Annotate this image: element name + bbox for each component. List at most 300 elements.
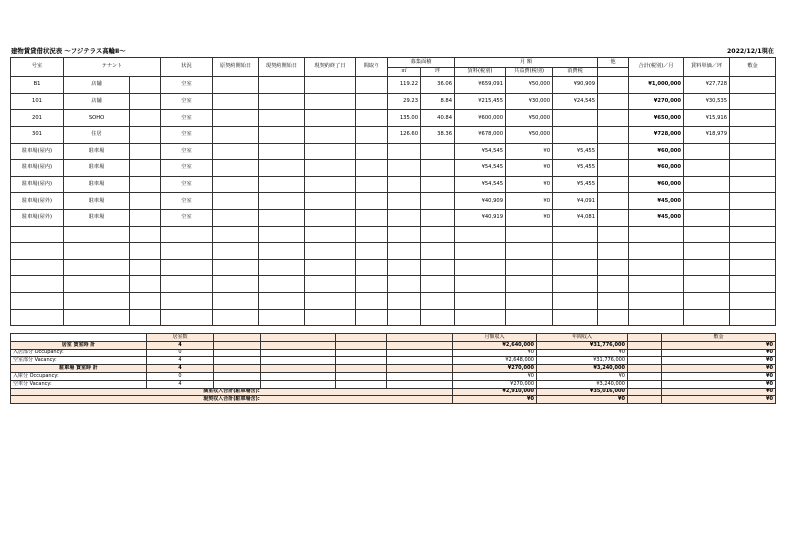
residence-total-annual: ¥31,776,000 — [537, 341, 628, 349]
cell-empty — [553, 276, 598, 293]
header-status: 状況 — [161, 58, 213, 77]
parking-total-label: 駐車場 賃室時 計 — [11, 365, 147, 373]
header-area-tsubo: 坪 — [421, 67, 455, 77]
cell-room: 駐車場(屋外) — [11, 193, 64, 210]
cell-m2: 29.23 — [388, 93, 421, 110]
cell-unit — [684, 176, 730, 193]
cell-room: 駐車場(屋内) — [11, 143, 64, 160]
cell-empty — [213, 176, 259, 193]
cell-empty — [64, 259, 130, 276]
cell-empty — [213, 193, 259, 210]
cell-status: 空室 — [161, 209, 213, 226]
empty-row — [11, 309, 776, 326]
cell-empty — [730, 77, 776, 94]
cell-status: 空室 — [161, 93, 213, 110]
cell-empty — [130, 126, 161, 143]
cell-empty — [130, 243, 161, 260]
cell-unit — [684, 160, 730, 177]
full-total-annual: ¥35,016,000 — [537, 388, 628, 396]
header-tax: 消費税 — [553, 67, 598, 77]
table-row — [11, 176, 776, 193]
cell-empty — [598, 126, 629, 143]
cell-empty — [506, 276, 553, 293]
cell-empty — [213, 292, 259, 309]
parking-total-monthly: ¥270,000 — [453, 365, 537, 373]
cell-empty — [730, 93, 776, 110]
cell-empty — [598, 309, 629, 326]
cell-empty — [506, 309, 553, 326]
cell-empty — [11, 276, 64, 293]
cell-empty — [421, 259, 455, 276]
header-rent: 賃料(税別) — [455, 67, 506, 77]
header-deposit: 敷金 — [730, 58, 776, 77]
cell-room: B1 — [11, 77, 64, 94]
cell-empty — [11, 243, 64, 260]
cell-empty — [64, 243, 130, 260]
parking-vacant-monthly: ¥270,000 — [453, 380, 537, 388]
cell-empty — [213, 143, 259, 160]
cell-common: ¥0 — [506, 160, 553, 177]
cell-empty — [259, 110, 305, 127]
cell-m2: 126.60 — [388, 126, 421, 143]
parking-total-count: 4 — [147, 365, 214, 373]
cell-tenant: 駐車場 — [64, 143, 130, 160]
cell-room: 駐車場(屋外) — [11, 209, 64, 226]
current-total-label: 現契収入合計(駐車場含): — [11, 396, 453, 404]
cell-total: ¥60,000 — [629, 160, 684, 177]
cell-tsubo — [421, 193, 455, 210]
table-row — [11, 126, 776, 143]
cell-empty — [305, 292, 356, 309]
cell-room: 101 — [11, 93, 64, 110]
cell-empty — [553, 292, 598, 309]
cell-empty — [506, 259, 553, 276]
cell-empty — [64, 292, 130, 309]
cell-empty — [130, 276, 161, 293]
cell-empty — [356, 193, 388, 210]
cell-empty — [356, 259, 388, 276]
cell-empty — [356, 160, 388, 177]
cell-empty — [684, 243, 730, 260]
cell-empty — [356, 243, 388, 260]
header-other-blank — [598, 67, 629, 77]
cell-empty — [455, 259, 506, 276]
cell-empty — [598, 176, 629, 193]
current-total-deposit: ¥0 — [662, 396, 776, 404]
cell-empty — [356, 77, 388, 94]
residence-total-deposit: ¥0 — [662, 341, 776, 349]
cell-common: ¥30,000 — [506, 93, 553, 110]
cell-unit — [684, 193, 730, 210]
cell-empty — [130, 143, 161, 160]
cell-empty — [598, 292, 629, 309]
cell-status: 空室 — [161, 193, 213, 210]
cell-empty — [356, 176, 388, 193]
cell-room: 駐車場(屋内) — [11, 160, 64, 177]
cell-empty — [455, 243, 506, 260]
cell-total: ¥60,000 — [629, 176, 684, 193]
vacant-count: 4 — [147, 357, 214, 365]
cell-empty — [130, 209, 161, 226]
cell-empty — [161, 259, 213, 276]
cell-empty — [388, 309, 421, 326]
cell-empty — [553, 309, 598, 326]
cell-empty — [305, 259, 356, 276]
cell-room: 201 — [11, 110, 64, 127]
cell-empty — [598, 209, 629, 226]
cell-empty — [213, 226, 259, 243]
cell-empty — [259, 276, 305, 293]
cell-tenant: 駐車場 — [64, 160, 130, 177]
cell-total: ¥45,000 — [629, 209, 684, 226]
parking-occupied-label: 入庫分 Occupancy: — [11, 372, 147, 380]
cell-empty — [356, 143, 388, 160]
cell-empty — [598, 77, 629, 94]
table-row — [11, 110, 776, 127]
cell-tsubo: 36.06 — [421, 77, 455, 94]
cell-total: ¥650,000 — [629, 110, 684, 127]
cell-tax: ¥5,455 — [553, 160, 598, 177]
occupied-label: 入居部分 Occupancy: — [11, 349, 147, 357]
parking-vacant-annual: ¥3,240,000 — [537, 380, 628, 388]
parking-total-deposit: ¥0 — [662, 365, 776, 373]
header-area-m2: ㎡ — [388, 67, 421, 77]
cell-empty — [506, 243, 553, 260]
cell-empty — [259, 176, 305, 193]
table-row — [11, 93, 776, 110]
cell-empty — [629, 226, 684, 243]
cell-empty — [130, 110, 161, 127]
cell-rent: ¥600,000 — [455, 110, 506, 127]
cell-empty — [259, 93, 305, 110]
occupied-count: 0 — [147, 349, 214, 357]
cell-empty — [388, 243, 421, 260]
cell-empty — [455, 276, 506, 293]
cell-empty — [213, 309, 259, 326]
summary-header-monthly: 月額収入 — [453, 334, 537, 342]
parking-vacant-label: 空車分 Vacancy: — [11, 380, 147, 388]
cell-empty — [730, 143, 776, 160]
full-total-monthly: ¥2,910,000 — [453, 388, 537, 396]
cell-empty — [684, 309, 730, 326]
cell-empty — [506, 292, 553, 309]
cell-tenant: 駐車場 — [64, 176, 130, 193]
cell-empty — [388, 276, 421, 293]
cell-empty — [259, 193, 305, 210]
cell-empty — [130, 93, 161, 110]
cell-tsubo — [421, 209, 455, 226]
cell-empty — [259, 160, 305, 177]
cell-status: 空室 — [161, 126, 213, 143]
cell-empty — [629, 276, 684, 293]
cell-empty — [305, 93, 356, 110]
cell-empty — [305, 209, 356, 226]
parking-vacant-count: 4 — [147, 380, 214, 388]
cell-empty — [259, 309, 305, 326]
cell-empty — [305, 126, 356, 143]
cell-tax: ¥24,545 — [553, 93, 598, 110]
cell-common: ¥50,000 — [506, 77, 553, 94]
vacant-label: 空室部分 Vacancy: — [11, 357, 147, 365]
header-layout: 間取り — [356, 58, 388, 77]
cell-empty — [356, 209, 388, 226]
cell-rent: ¥40,909 — [455, 193, 506, 210]
cell-empty — [64, 276, 130, 293]
cell-empty — [356, 276, 388, 293]
cell-empty — [259, 77, 305, 94]
report-date: 2022/12/1現在 — [726, 48, 774, 55]
cell-rent: ¥215,455 — [455, 93, 506, 110]
cell-empty — [356, 93, 388, 110]
cell-empty — [130, 292, 161, 309]
parking-vacant-deposit: ¥0 — [662, 380, 776, 388]
header-current-end: 現契約終了日 — [305, 58, 356, 77]
cell-tenant: 店舗 — [64, 77, 130, 94]
cell-empty — [213, 110, 259, 127]
cell-tax: ¥90,909 — [553, 77, 598, 94]
cell-total: ¥60,000 — [629, 143, 684, 160]
header-area: 募集面積 — [388, 58, 455, 68]
header-contract-start: 原契約開始日 — [213, 58, 259, 77]
cell-rent: ¥54,545 — [455, 176, 506, 193]
cell-empty — [213, 259, 259, 276]
cell-tax — [553, 126, 598, 143]
cell-total: ¥270,000 — [629, 93, 684, 110]
empty-row — [11, 243, 776, 260]
occupied-deposit: ¥0 — [662, 349, 776, 357]
full-total-deposit: ¥0 — [662, 388, 776, 396]
vacant-annual: ¥31,776,000 — [537, 357, 628, 365]
cell-empty — [305, 160, 356, 177]
cell-common: ¥0 — [506, 176, 553, 193]
cell-empty — [259, 259, 305, 276]
cell-empty — [388, 259, 421, 276]
cell-tenant: 店舗 — [64, 93, 130, 110]
cell-rent: ¥678,000 — [455, 126, 506, 143]
cell-unit: ¥27,728 — [684, 77, 730, 94]
cell-empty — [356, 126, 388, 143]
cell-empty — [730, 226, 776, 243]
cell-total: ¥45,000 — [629, 193, 684, 210]
cell-common: ¥0 — [506, 209, 553, 226]
cell-empty — [305, 276, 356, 293]
cell-empty — [305, 77, 356, 94]
cell-empty — [161, 243, 213, 260]
cell-rent: ¥54,545 — [455, 160, 506, 177]
cell-m2 — [388, 176, 421, 193]
cell-unit — [684, 209, 730, 226]
summary-header-deposit: 敷金 — [662, 334, 776, 342]
header-other: 他 — [598, 58, 629, 68]
cell-status: 空室 — [161, 160, 213, 177]
cell-empty — [598, 143, 629, 160]
cell-empty — [455, 292, 506, 309]
cell-room: 301 — [11, 126, 64, 143]
header-tenant: テナント — [64, 58, 161, 77]
cell-empty — [356, 226, 388, 243]
cell-empty — [684, 292, 730, 309]
cell-empty — [11, 292, 64, 309]
cell-empty — [388, 292, 421, 309]
cell-tax: ¥5,455 — [553, 143, 598, 160]
cell-empty — [730, 110, 776, 127]
cell-empty — [161, 226, 213, 243]
cell-empty — [598, 243, 629, 260]
cell-empty — [259, 292, 305, 309]
cell-empty — [730, 176, 776, 193]
cell-empty — [213, 93, 259, 110]
cell-empty — [356, 110, 388, 127]
cell-tenant: 駐車場 — [64, 209, 130, 226]
cell-total: ¥1,000,000 — [629, 77, 684, 94]
summary-header-rooms: 居室数 — [147, 334, 214, 342]
document-title: 建物賃貸借状況表 ～フジテラス高輪Ⅱ～ — [11, 47, 126, 55]
cell-empty — [598, 110, 629, 127]
cell-tax: ¥4,081 — [553, 209, 598, 226]
cell-empty — [356, 292, 388, 309]
cell-empty — [259, 226, 305, 243]
cell-empty — [421, 276, 455, 293]
cell-common: ¥50,000 — [506, 126, 553, 143]
cell-tax: ¥4,091 — [553, 193, 598, 210]
cell-status: 空室 — [161, 77, 213, 94]
cell-empty — [730, 126, 776, 143]
occupied-monthly: ¥0 — [453, 349, 537, 357]
cell-empty — [356, 309, 388, 326]
cell-tax — [553, 110, 598, 127]
cell-tsubo — [421, 176, 455, 193]
cell-empty — [730, 309, 776, 326]
cell-empty — [421, 309, 455, 326]
vacant-deposit: ¥0 — [662, 357, 776, 365]
cell-empty — [130, 77, 161, 94]
cell-empty — [598, 193, 629, 210]
cell-empty — [553, 259, 598, 276]
cell-m2 — [388, 160, 421, 177]
header-common: 共益費(税別) — [506, 67, 553, 77]
cell-common: ¥50,000 — [506, 110, 553, 127]
table-row — [11, 77, 776, 94]
cell-empty — [213, 243, 259, 260]
cell-unit: ¥15,916 — [684, 110, 730, 127]
cell-empty — [598, 226, 629, 243]
cell-empty — [213, 276, 259, 293]
cell-tsubo: 40.84 — [421, 110, 455, 127]
cell-empty — [259, 126, 305, 143]
cell-tenant: SOHO — [64, 110, 130, 127]
cell-tsubo: 8.84 — [421, 93, 455, 110]
rental-status-table — [10, 57, 776, 326]
cell-empty — [553, 243, 598, 260]
cell-empty — [598, 160, 629, 177]
empty-row — [11, 292, 776, 309]
cell-empty — [11, 259, 64, 276]
cell-empty — [11, 309, 64, 326]
cell-empty — [421, 292, 455, 309]
cell-room: 駐車場(屋内) — [11, 176, 64, 193]
full-total-label: 満室収入合計(駐車場含): — [11, 388, 453, 396]
cell-empty — [130, 259, 161, 276]
table-row — [11, 209, 776, 226]
cell-tsubo: 38.36 — [421, 126, 455, 143]
empty-row — [11, 259, 776, 276]
cell-empty — [11, 226, 64, 243]
cell-empty — [161, 292, 213, 309]
cell-empty — [213, 77, 259, 94]
cell-unit: ¥30,535 — [684, 93, 730, 110]
cell-status: 空室 — [161, 143, 213, 160]
cell-empty — [629, 292, 684, 309]
cell-tenant: 住居 — [64, 126, 130, 143]
cell-unit — [684, 143, 730, 160]
header-unit-price: 賃料単価／坪 — [684, 58, 730, 77]
parking-occupied-count: 0 — [147, 372, 214, 380]
cell-empty — [305, 226, 356, 243]
cell-empty — [684, 226, 730, 243]
cell-empty — [455, 309, 506, 326]
header-room: 号室 — [11, 58, 64, 77]
cell-empty — [305, 110, 356, 127]
cell-m2 — [388, 193, 421, 210]
cell-empty — [598, 259, 629, 276]
cell-total: ¥728,000 — [629, 126, 684, 143]
empty-row — [11, 276, 776, 293]
cell-status: 空室 — [161, 110, 213, 127]
cell-empty — [161, 276, 213, 293]
cell-common: ¥0 — [506, 143, 553, 160]
current-total-monthly: ¥0 — [453, 396, 537, 404]
cell-rent: ¥54,545 — [455, 143, 506, 160]
table-row — [11, 143, 776, 160]
cell-empty — [598, 93, 629, 110]
cell-rent: ¥659,091 — [455, 77, 506, 94]
residence-total-label: 居室 賃室時 計 — [11, 341, 147, 349]
cell-empty — [506, 226, 553, 243]
cell-empty — [730, 292, 776, 309]
vacant-monthly: ¥2,648,000 — [453, 357, 537, 365]
cell-empty — [305, 143, 356, 160]
cell-empty — [130, 193, 161, 210]
cell-empty — [455, 226, 506, 243]
cell-empty — [64, 226, 130, 243]
cell-empty — [130, 160, 161, 177]
cell-empty — [305, 243, 356, 260]
cell-empty — [161, 309, 213, 326]
cell-empty — [259, 209, 305, 226]
current-total-annual: ¥0 — [537, 396, 628, 404]
cell-empty — [684, 259, 730, 276]
cell-empty — [730, 259, 776, 276]
summary-blank — [11, 334, 147, 342]
header-current-start: 現契約開始日 — [259, 58, 305, 77]
cell-empty — [730, 160, 776, 177]
cell-m2: 119.22 — [388, 77, 421, 94]
cell-empty — [421, 226, 455, 243]
cell-empty — [130, 226, 161, 243]
cell-empty — [259, 143, 305, 160]
cell-empty — [598, 276, 629, 293]
cell-empty — [213, 209, 259, 226]
cell-empty — [130, 309, 161, 326]
parking-occupied-deposit: ¥0 — [662, 372, 776, 380]
cell-empty — [629, 309, 684, 326]
cell-rent: ¥40,919 — [455, 209, 506, 226]
cell-tsubo — [421, 160, 455, 177]
cell-empty — [629, 243, 684, 260]
cell-status: 空室 — [161, 176, 213, 193]
cell-empty — [684, 276, 730, 293]
cell-empty — [730, 193, 776, 210]
